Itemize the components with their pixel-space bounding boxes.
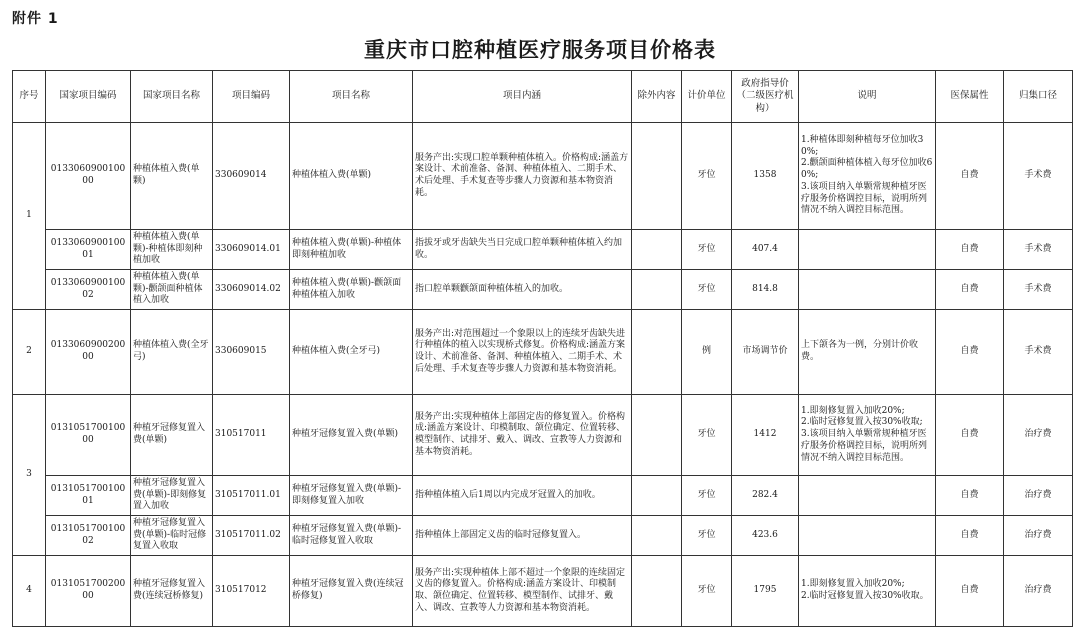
cell-category: 治疗费 xyxy=(1004,516,1073,556)
cell-national-code: 013306090010000 xyxy=(46,123,131,230)
cell-note: 1.即刻修复置入加收20%; 2.临时冠修复置入按30%收取。 xyxy=(799,556,936,627)
header-exclusions: 除外内容 xyxy=(632,71,682,123)
cell-item-name: 种植牙冠修复置入费(单颗) xyxy=(290,395,413,476)
table-row xyxy=(13,310,1073,395)
cell-exclusions xyxy=(632,476,682,516)
cell-national-name: 种植体植入费(单颗)-颧颌面种植体植入加收 xyxy=(131,270,213,310)
cell-national-name: 种植体植入费(单颗) xyxy=(131,123,213,230)
cell-insurance: 自费 xyxy=(936,230,1004,270)
cell-category: 手术费 xyxy=(1004,230,1073,270)
table-row xyxy=(13,395,1073,476)
cell-item-name: 种植体植入费(单颗) xyxy=(290,123,413,230)
header-item-code: 项目编码 xyxy=(213,71,290,123)
cell-item-code: 330609014 xyxy=(213,123,290,230)
cell-note: 1.即刻修复置入加收20%; 2.临时冠修复置入按30%收取; 3.该项目纳入单颗常规种植牙医疗服务价格调控目标，说明所列情况不纳入调控目标范围。 xyxy=(799,395,936,476)
cell-insurance: 自费 xyxy=(936,123,1004,230)
cell-content: 指种植体植入后1周以内完成牙冠置入的加收。 xyxy=(413,476,632,516)
cell-seq: 4 xyxy=(13,556,46,627)
cell-price: 282.4 xyxy=(732,476,799,516)
cell-exclusions xyxy=(632,230,682,270)
cell-unit: 牙位 xyxy=(682,230,732,270)
table-row xyxy=(13,230,1073,270)
header-national-code: 国家项目编码 xyxy=(46,71,131,123)
cell-unit: 牙位 xyxy=(682,270,732,310)
cell-item-name: 种植体植入费(单颗)-颧颌面种植体植入加收 xyxy=(290,270,413,310)
header-category: 归集口径 xyxy=(1004,71,1073,123)
cell-seq: 2 xyxy=(13,310,46,395)
cell-exclusions xyxy=(632,270,682,310)
cell-insurance: 自费 xyxy=(936,310,1004,395)
header-item-name: 项目名称 xyxy=(290,71,413,123)
cell-price: 市场调节价 xyxy=(732,310,799,395)
cell-item-name: 种植体植入费(全牙弓) xyxy=(290,310,413,395)
cell-national-code: 013105170010002 xyxy=(46,516,131,556)
cell-national-name: 种植牙冠修复置入费(单颗)-临时冠修复置入收取 xyxy=(131,516,213,556)
cell-category: 治疗费 xyxy=(1004,556,1073,627)
cell-seq: 3 xyxy=(13,395,46,556)
cell-category: 手术费 xyxy=(1004,123,1073,230)
cell-unit: 牙位 xyxy=(682,556,732,627)
cell-insurance: 自费 xyxy=(936,476,1004,516)
attachment-label: 附件 1 xyxy=(12,11,59,27)
cell-price: 1412 xyxy=(732,395,799,476)
cell-content: 服务产出:对范围超过一个象限以上的连续牙齿缺失进行种植体的植入以实现桥式修复。价格构成:涵盖方案设计、术前准备、备洞、种植体植入、二期手术、术后处理、手术复查等步骤人力资源和基本物资消耗。 xyxy=(413,310,632,395)
table-row xyxy=(13,556,1073,627)
cell-insurance: 自费 xyxy=(936,395,1004,476)
cell-note xyxy=(799,230,936,270)
cell-content: 指种植体上部固定义齿的临时冠修复置入。 xyxy=(413,516,632,556)
cell-insurance: 自费 xyxy=(936,556,1004,627)
header-price: 政府指导价（二级医疗机构） xyxy=(732,71,799,123)
cell-note xyxy=(799,270,936,310)
cell-note xyxy=(799,476,936,516)
cell-insurance: 自费 xyxy=(936,270,1004,310)
table-row xyxy=(13,476,1073,516)
header-insurance: 医保属性 xyxy=(936,71,1004,123)
cell-exclusions xyxy=(632,310,682,395)
cell-unit: 牙位 xyxy=(682,516,732,556)
cell-item-name: 种植牙冠修复置入费(连续冠桥修复) xyxy=(290,556,413,627)
cell-insurance: 自费 xyxy=(936,516,1004,556)
cell-item-name: 种植体植入费(单颗)-种植体即刻种植加收 xyxy=(290,230,413,270)
cell-price: 1795 xyxy=(732,556,799,627)
cell-national-code: 013105170020000 xyxy=(46,556,131,627)
cell-note: 上下颌各为一例，分别计价收费。 xyxy=(799,310,936,395)
cell-unit: 例 xyxy=(682,310,732,395)
cell-content: 服务产出:实现种植体上部不超过一个象限的连续固定义齿的修复置入。价格构成:涵盖方案设计、印模制取、颌位确定、位置转移、模型制作、试排牙、戴入、调改、宣教等人力资源和基本物资消耗。 xyxy=(413,556,632,627)
cell-note: 1.种植体即刻种植每牙位加收30%; 2.颧颌面种植体植入每牙位加收60%; 3.该项目纳入单颗常规种植牙医疗服务价格调控目标，说明所列情况不纳入调控目标范围。 xyxy=(799,123,936,230)
cell-national-name: 种植体植入费(全牙弓) xyxy=(131,310,213,395)
cell-content: 服务产出:实现口腔单颗种植体植入。价格构成:涵盖方案设计、术前准备、备洞、种植体植入、二期手术、术后处理、手术复查等步骤人力资源和基本物资消耗。 xyxy=(413,123,632,230)
cell-national-code: 013306090010002 xyxy=(46,270,131,310)
cell-category: 治疗费 xyxy=(1004,395,1073,476)
cell-category: 手术费 xyxy=(1004,270,1073,310)
header-note: 说明 xyxy=(799,71,936,123)
cell-unit: 牙位 xyxy=(682,476,732,516)
cell-item-code: 310517011.02 xyxy=(213,516,290,556)
cell-item-name: 种植牙冠修复置入费(单颗)-临时冠修复置入收取 xyxy=(290,516,413,556)
cell-item-code: 330609015 xyxy=(213,310,290,395)
cell-national-name: 种植牙冠修复置入费(连续冠桥修复) xyxy=(131,556,213,627)
cell-item-code: 330609014.02 xyxy=(213,270,290,310)
cell-seq: 1 xyxy=(13,123,46,310)
header-content: 项目内涵 xyxy=(413,71,632,123)
cell-unit: 牙位 xyxy=(682,123,732,230)
cell-exclusions xyxy=(632,516,682,556)
header-national-name: 国家项目名称 xyxy=(131,71,213,123)
cell-content: 指口腔单颗颧颌面种植体植入的加收。 xyxy=(413,270,632,310)
cell-national-code: 013105170010001 xyxy=(46,476,131,516)
cell-national-code: 013306090020000 xyxy=(46,310,131,395)
cell-exclusions xyxy=(632,556,682,627)
cell-item-code: 330609014.01 xyxy=(213,230,290,270)
cell-price: 407.4 xyxy=(732,230,799,270)
table-row xyxy=(13,123,1073,230)
header-unit: 计价单位 xyxy=(682,71,732,123)
cell-content: 服务产出:实现种植体上部固定齿的修复置入。价格构成:涵盖方案设计、印模制取、颌位确定、位置转移、模型制作、试排牙、戴入、调改、宣教等人力资源和基本物资消耗。 xyxy=(413,395,632,476)
cell-item-name: 种植牙冠修复置入费(单颗)-即刻修复置入加收 xyxy=(290,476,413,516)
cell-price: 423.6 xyxy=(732,516,799,556)
cell-exclusions xyxy=(632,395,682,476)
cell-national-name: 种植牙冠修复置入费(单颗)-即刻修复置入加收 xyxy=(131,476,213,516)
cell-category: 手术费 xyxy=(1004,310,1073,395)
table-row xyxy=(13,270,1073,310)
cell-note xyxy=(799,516,936,556)
cell-item-code: 310517012 xyxy=(213,556,290,627)
cell-unit: 牙位 xyxy=(682,395,732,476)
cell-national-code: 013105170010000 xyxy=(46,395,131,476)
cell-item-code: 310517011.01 xyxy=(213,476,290,516)
page-title: 重庆市口腔种植医疗服务项目价格表 xyxy=(364,38,716,62)
cell-exclusions xyxy=(632,123,682,230)
cell-national-code: 013306090010001 xyxy=(46,230,131,270)
cell-category: 治疗费 xyxy=(1004,476,1073,516)
table-header-row xyxy=(13,71,1073,123)
table-row xyxy=(13,516,1073,556)
cell-content: 指拔牙或牙齿缺失当日完成口腔单颗种植体植入约加收。 xyxy=(413,230,632,270)
cell-national-name: 种植牙冠修复置入费(单颗) xyxy=(131,395,213,476)
cell-price: 1358 xyxy=(732,123,799,230)
price-table xyxy=(12,70,1073,627)
header-seq: 序号 xyxy=(13,71,46,123)
cell-price: 814.8 xyxy=(732,270,799,310)
cell-national-name: 种植体植入费(单颗)-种植体即刻种植加收 xyxy=(131,230,213,270)
cell-item-code: 310517011 xyxy=(213,395,290,476)
